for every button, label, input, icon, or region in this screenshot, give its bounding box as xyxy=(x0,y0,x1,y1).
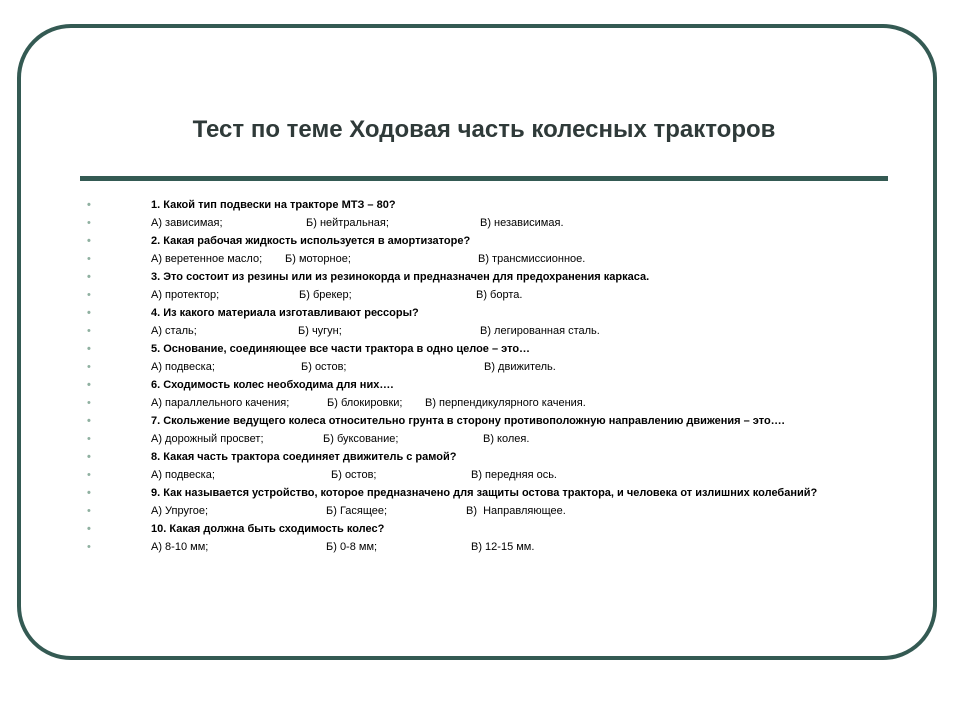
answer-option: В) трансмиссионное. xyxy=(478,253,586,265)
question-text: 9. Как называется устройство, которое предназначено для защиты остова трактора, и человека от излишних колебаний? xyxy=(151,487,818,499)
bullet-icon: • xyxy=(87,541,91,553)
bullet-icon: • xyxy=(87,469,91,481)
answer-option: Б) блокировки; xyxy=(327,397,403,409)
question-item xyxy=(86,377,886,395)
answer-option: В) легированная сталь. xyxy=(480,325,600,337)
answer-option: А) протектор; xyxy=(151,289,220,301)
answer-option: Б) брекер; xyxy=(299,289,352,301)
question-text: 5. Основание, соединяющее все части трактора в одно целое – это… xyxy=(151,343,531,355)
answer-option: В) колея. xyxy=(483,433,530,445)
answer-options xyxy=(86,287,886,305)
bullet-icon: • xyxy=(87,199,91,211)
answer-option: А) Упругое; xyxy=(151,505,209,517)
answer-option: Б) моторное; xyxy=(285,253,351,265)
question-text: 2. Какая рабочая жидкость используется в амортизаторе? xyxy=(151,235,471,247)
question-item xyxy=(86,341,886,359)
bullet-icon: • xyxy=(87,307,91,319)
question-item xyxy=(86,233,886,251)
page-title: Тест по теме Ходовая часть колесных тракторов xyxy=(192,116,776,143)
bullet-icon: • xyxy=(87,379,91,391)
question-item xyxy=(86,449,886,467)
answer-option: А) сталь; xyxy=(151,325,197,337)
question-item xyxy=(86,197,886,215)
answer-option: В) Направляющее. xyxy=(466,505,566,517)
bullet-icon: • xyxy=(87,505,91,517)
answer-option: А) зависимая; xyxy=(151,217,223,229)
answer-option: В) 12-15 мм. xyxy=(471,541,535,553)
answer-options xyxy=(86,467,886,485)
answer-option: А) подвеска; xyxy=(151,361,215,373)
answer-option: Б) 0-8 мм; xyxy=(326,541,378,553)
answer-option: Б) Гасящее; xyxy=(326,505,388,517)
bullet-icon: • xyxy=(87,343,91,355)
answer-option: Б) остов; xyxy=(331,469,377,481)
answer-option: А) параллельного качения; xyxy=(151,397,290,409)
bullet-icon: • xyxy=(87,271,91,283)
question-text: 7. Скольжение ведущего колеса относительно грунта в сторону противоположную направлению движения – это…. xyxy=(151,415,785,427)
question-item xyxy=(86,413,886,431)
bullet-icon: • xyxy=(87,523,91,535)
answer-option: А) 8-10 мм; xyxy=(151,541,209,553)
answer-options xyxy=(86,395,886,413)
answer-option: В) перпендикулярного качения. xyxy=(425,397,586,409)
answer-option: А) дорожный просвет; xyxy=(151,433,264,445)
answer-option: Б) нейтральная; xyxy=(306,217,389,229)
answer-option: В) движитель. xyxy=(484,361,556,373)
answer-options xyxy=(86,215,886,233)
test-question-list xyxy=(86,197,886,557)
question-text: 3. Это состоит из резины или из резинокорда и предназначен для предохранения каркаса. xyxy=(151,271,650,283)
question-text: 1. Какой тип подвески на тракторе МТЗ – 80? xyxy=(151,199,396,211)
bullet-icon: • xyxy=(87,397,91,409)
question-text: 4. Из какого материала изготавливают рессоры? xyxy=(151,307,419,319)
title-underline xyxy=(80,176,888,181)
bullet-icon: • xyxy=(87,217,91,229)
question-text: 8. Какая часть трактора соединяет движитель с рамой? xyxy=(151,451,457,463)
question-item xyxy=(86,305,886,323)
bullet-icon: • xyxy=(87,487,91,499)
answer-options xyxy=(86,251,886,269)
bullet-icon: • xyxy=(87,415,91,427)
bullet-icon: • xyxy=(87,451,91,463)
answer-options xyxy=(86,431,886,449)
question-text: 6. Сходимость колес необходима для них…. xyxy=(151,379,394,391)
answer-option: В) передняя ось. xyxy=(471,469,557,481)
answer-options xyxy=(86,323,886,341)
question-item xyxy=(86,269,886,287)
question-text: 10. Какая должна быть сходимость колес? xyxy=(151,523,385,535)
answer-option: В) независимая. xyxy=(480,217,564,229)
bullet-icon: • xyxy=(87,361,91,373)
bullet-icon: • xyxy=(87,433,91,445)
answer-options xyxy=(86,359,886,377)
answer-options xyxy=(86,503,886,521)
answer-option: Б) буксование; xyxy=(323,433,399,445)
question-item xyxy=(86,485,886,503)
answer-options xyxy=(86,539,886,557)
question-item xyxy=(86,521,886,539)
bullet-icon: • xyxy=(87,289,91,301)
answer-option: Б) остов; xyxy=(301,361,347,373)
answer-option: А) подвеска; xyxy=(151,469,215,481)
answer-option: А) веретенное масло; xyxy=(151,253,263,265)
bullet-icon: • xyxy=(87,325,91,337)
answer-option: В) борта. xyxy=(476,289,523,301)
bullet-icon: • xyxy=(87,253,91,265)
answer-option: Б) чугун; xyxy=(298,325,342,337)
bullet-icon: • xyxy=(87,235,91,247)
